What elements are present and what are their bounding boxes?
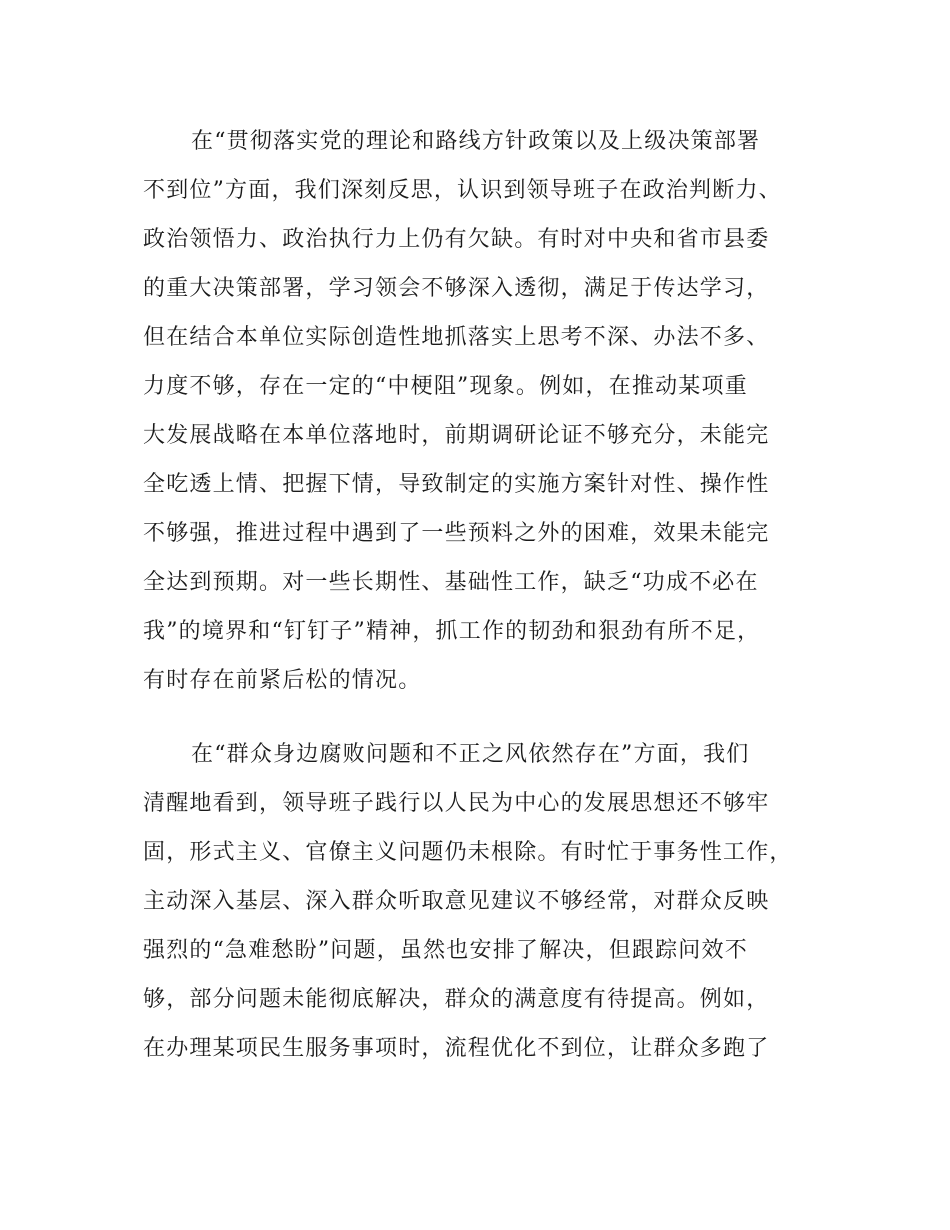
paragraph-line: 不到位”方面，我们深刻反思，认识到领导班子在政治判断力、: [143, 178, 782, 203]
paragraph-line: 清醒地看到，领导班子践行以人民为中心的发展思想还不够牢: [143, 791, 770, 816]
paragraph-line: 但在结合本单位实际创造性地抓落实上思考不深、办法不多、: [143, 325, 770, 350]
paragraph-line: 够，部分问题未能彻底解决，群众的满意度有待提高。例如，: [143, 987, 770, 1012]
paragraph-line: 在“群众身边腐败问题和不正之风依然存在”方面，我们: [191, 742, 750, 767]
paragraph-line: 固，形式主义、官僚主义问题仍未根除。有时忙于事务性工作，: [143, 840, 793, 865]
paragraph-line: 有时存在前紧后松的情况。: [143, 668, 422, 693]
paragraph-line: 强烈的“急难愁盼”问题，虽然也安排了解决，但跟踪问效不: [143, 938, 748, 963]
paragraph-line: 全吃透上情、把握下情，导致制定的实施方案针对性、操作性: [143, 472, 770, 497]
paragraph-line: 我”的境界和“钉钉子”精神，抓工作的韧劲和狠劲有所不足，: [143, 619, 761, 644]
paragraph-line: 大发展战略在本单位落地时，前期调研论证不够充分，未能完: [143, 423, 770, 448]
paragraph-line: 在办理某项民生服务事项时，流程优化不到位，让群众多跑了: [143, 1036, 770, 1061]
paragraph-line: 的重大决策部署，学习领会不够深入透彻，满足于传达学习，: [143, 276, 770, 301]
paragraph-line: 不够强，推进过程中遇到了一些预料之外的困难，效果未能完: [143, 521, 770, 546]
paragraph-line: 力度不够，存在一定的“中梗阻”现象。例如，在推动某项重: [143, 374, 748, 399]
paragraph-line: 在“贯彻落实党的理论和路线方针政策以及上级决策部署: [191, 129, 761, 154]
paragraph-line: 政治领悟力、政治执行力上仍有欠缺。有时对中央和省市县委: [143, 227, 770, 252]
paragraph-line: 全达到预期。对一些长期性、基础性工作，缺乏“功成不必在: [143, 570, 759, 595]
paragraph-line: 主动深入基层、深入群众听取意见建议不够经常，对群众反映: [143, 889, 770, 914]
